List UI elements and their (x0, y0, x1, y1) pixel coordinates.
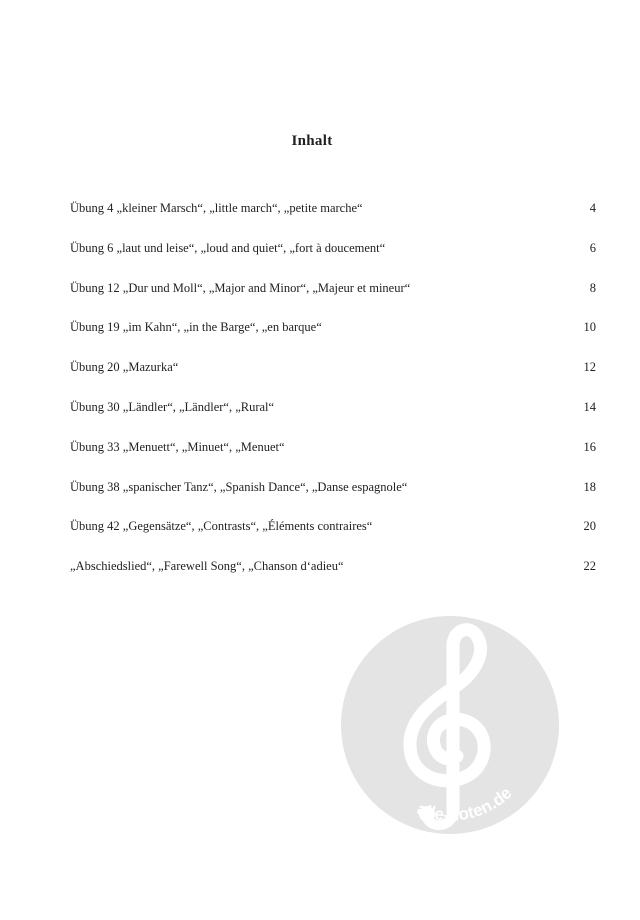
watermark-text: alle-noten.de (414, 783, 516, 825)
toc-entry-title: Übung 19 „im Kahn“, „in the Barge“, „en barque“ (70, 320, 322, 335)
watermark-logo (341, 616, 559, 834)
toc-entry-page-number: 6 (589, 240, 596, 255)
toc-entry (70, 200, 596, 240)
toc-entry (70, 240, 596, 280)
toc-entry-page-number: 10 (583, 320, 596, 335)
toc-entry (70, 479, 596, 519)
toc-entry-page-number: 4 (589, 201, 596, 215)
toc-entry-title: Übung 20 „Mazurka“ (70, 360, 179, 375)
page-title: Inhalt (291, 133, 333, 149)
toc-entry-page-number: 8 (589, 280, 596, 295)
toc-entry-page-number: 18 (583, 479, 596, 494)
toc-entry-title: Übung 42 „Gegensätze“, „Contrasts“, „Éléments contraires“ (70, 519, 373, 534)
toc-entry-title: Übung 12 „Dur und Moll“, „Major and Minor“, „Majeur et mineur“ (70, 280, 411, 295)
toc-entry (70, 558, 596, 598)
toc-entry (70, 280, 596, 320)
watermark (341, 616, 559, 834)
table-of-contents (70, 200, 596, 598)
toc-entry-title: Übung 30 „Ländler“, „Ländler“, „Rural“ (70, 399, 275, 414)
toc-entry-title: Übung 33 „Menuett“, „Minuet“, „Menuet“ (70, 439, 285, 454)
toc-entry (70, 439, 596, 479)
toc-entry-title: Übung 4 „kleiner Marsch“, „little march“, „petite marche“ (70, 201, 363, 215)
toc-entry-title: Übung 6 „laut und leise“, „loud and quiet“, „fort à doucement“ (70, 240, 386, 255)
toc-entry-title: Übung 38 „spanischer Tanz“, „Spanish Dance“, „Danse espagnole“ (70, 479, 408, 494)
toc-entry (70, 359, 596, 399)
toc-entry-title: „Abschiedslied“, „Farewell Song“, „Chanson d‘adieu“ (70, 559, 344, 574)
toc-entry (70, 518, 596, 558)
toc-entry-page-number: 14 (583, 399, 596, 414)
toc-entry-page-number: 16 (583, 439, 596, 454)
toc-entry-page-number: 20 (583, 519, 596, 534)
toc-entry-page-number: 12 (583, 360, 596, 375)
toc-entry-page-number: 22 (583, 559, 596, 574)
toc-entry (70, 399, 596, 439)
toc-entry (70, 319, 596, 359)
